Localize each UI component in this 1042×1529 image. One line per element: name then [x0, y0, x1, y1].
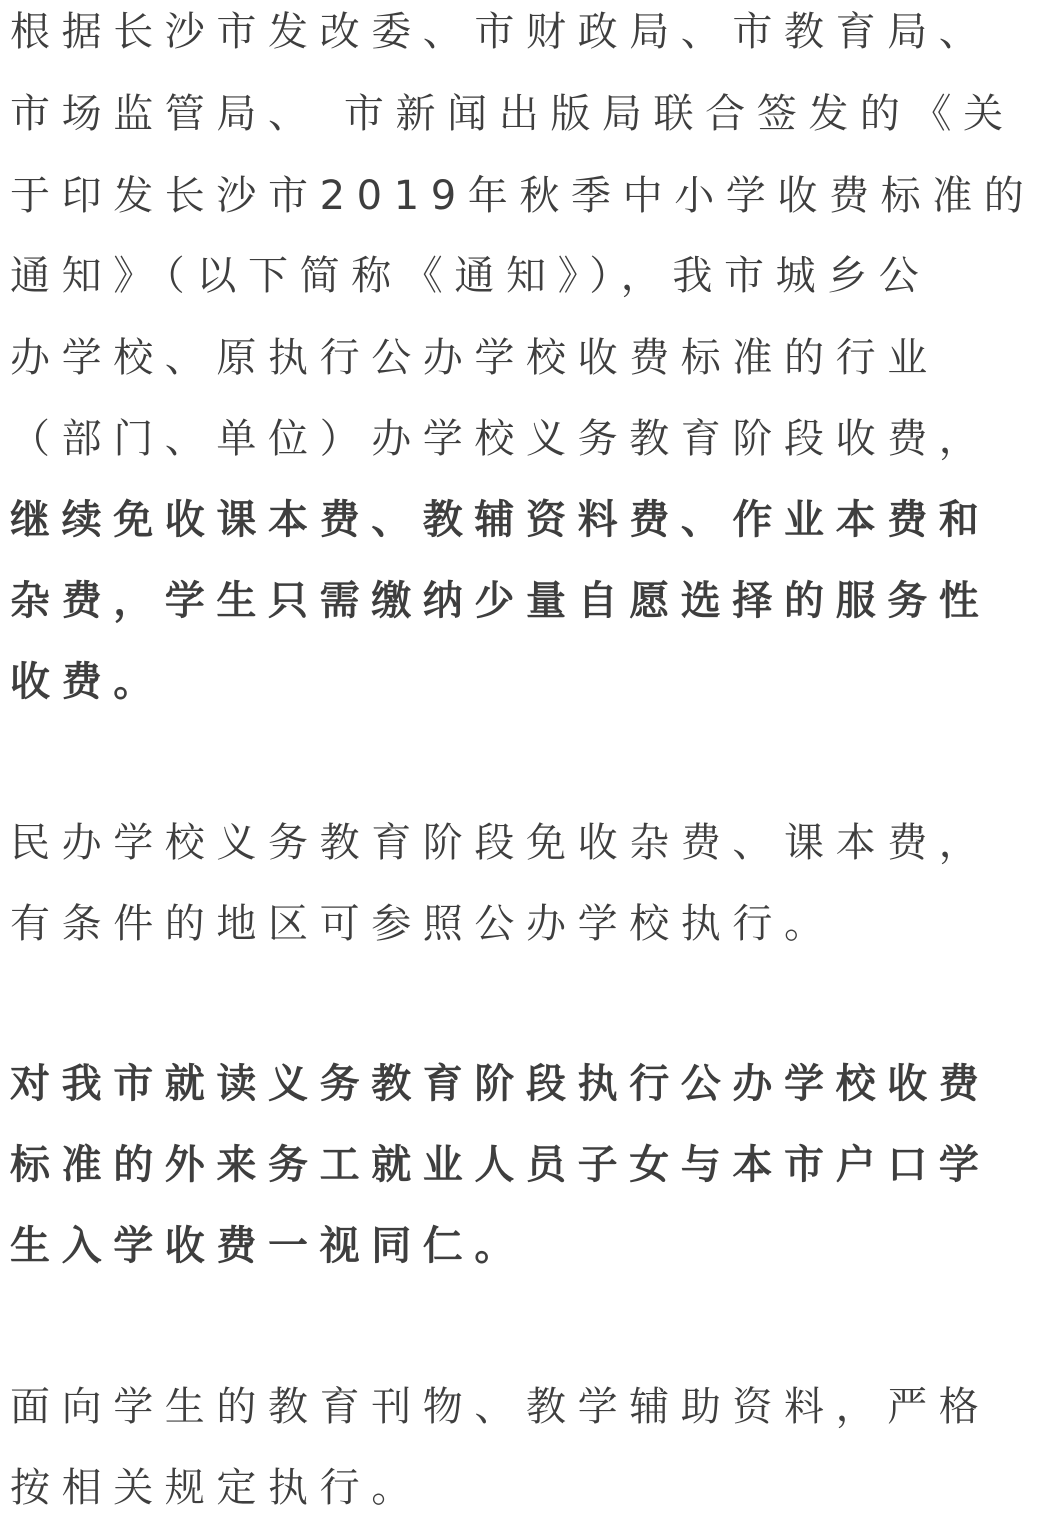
- paragraph-line-bold: 收费。: [10, 659, 165, 705]
- paragraph-line-bold: 对我市就读义务教育阶段执行公办学校收费: [10, 1061, 991, 1107]
- paragraph-line: 通知》（以下简称《通知》），我市城乡公: [10, 253, 931, 299]
- paragraph-line: 有条件的地区可参照公办学校执行。: [10, 901, 836, 947]
- paragraph-line: 于印发长沙市2019年秋季中小学收费标准的: [10, 173, 1036, 219]
- paragraph-line: 根据长沙市发改委、市财政局、市教育局、: [10, 9, 991, 55]
- paragraph-line: 办学校、原执行公办学校收费标准的行业: [10, 335, 939, 381]
- paragraph-line: 面向学生的教育刊物、教学辅助资料，严格: [10, 1384, 991, 1430]
- paragraph-line: 市场监管局、 市新闻出版局联合签发的《关: [10, 91, 1015, 137]
- paragraph-line: 民办学校义务教育阶段免收杂费、课本费，: [10, 820, 991, 866]
- paragraph-line: 按相关规定执行。: [10, 1465, 423, 1511]
- paragraph-line-bold: 标准的外来务工就业人员子女与本市户口学: [10, 1142, 991, 1188]
- paragraph-line-bold: 生入学收费一视同仁。: [10, 1223, 526, 1269]
- paragraph-line: （部门、单位）办学校义务教育阶段收费，: [10, 416, 991, 462]
- paragraph-line-bold: 杂费，学生只需缴纳少量自愿选择的服务性: [10, 578, 991, 624]
- paragraph-line-bold: 继续免收课本费、教辅资料费、作业本费和: [10, 497, 991, 543]
